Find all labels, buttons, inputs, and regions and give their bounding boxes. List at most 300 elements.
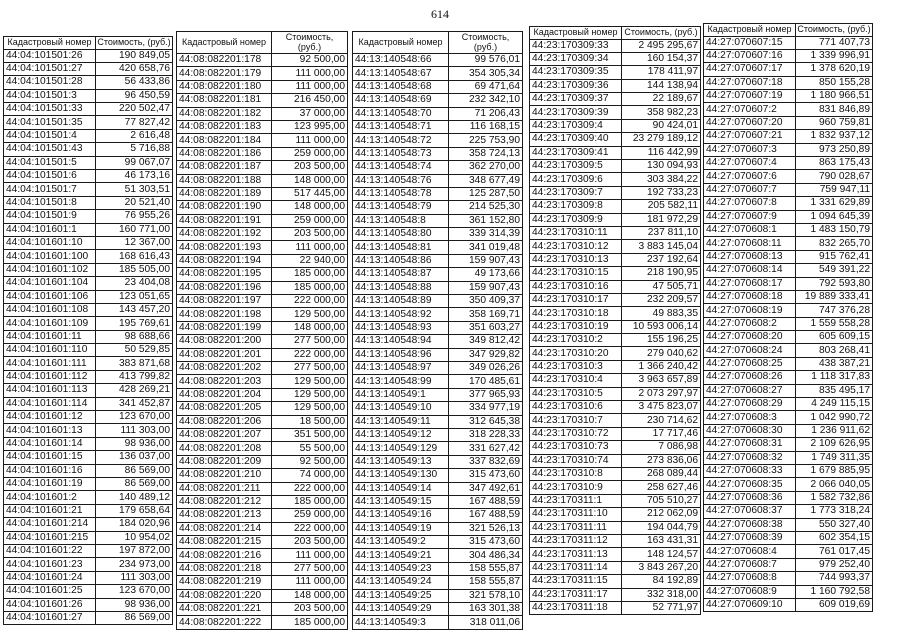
cadastral-number-cell: 44:04:101601:102 xyxy=(4,263,96,276)
cost-cell: 163 301,38 xyxy=(449,603,523,616)
table-row xyxy=(4,598,173,611)
cost-cell: 1 582 732,86 xyxy=(796,491,873,504)
cost-cell: 321 578,10 xyxy=(449,589,523,602)
cost-cell: 792 593,80 xyxy=(796,277,873,290)
cadastral-number-cell: 44:04:101601:113 xyxy=(4,384,96,397)
cost-cell: 361 152,80 xyxy=(449,214,523,227)
cadastral-number-cell: 44:27:070608:24 xyxy=(704,344,796,357)
table-row xyxy=(704,572,873,585)
table-row xyxy=(530,119,701,132)
cadastral-number-cell: 44:13:140549:2 xyxy=(353,536,449,549)
table-row xyxy=(530,360,701,373)
table-row xyxy=(704,103,873,116)
cadastral-number-cell: 44:04:101501:28 xyxy=(4,76,96,89)
table-row xyxy=(4,585,173,598)
cadastral-number-cell: 44:04:101601:114 xyxy=(4,397,96,410)
table-row xyxy=(704,264,873,277)
cadastral-number-cell: 44:13:140549:130 xyxy=(353,469,449,482)
cadastral-number-cell: 44:27:070608:35 xyxy=(704,478,796,491)
cost-cell: 170 485,61 xyxy=(449,375,523,388)
cadastral-number-cell: 44:23:170311:14 xyxy=(530,561,622,574)
cadastral-number-cell: 44:04:101601:10 xyxy=(4,236,96,249)
cost-cell: 111 000,00 xyxy=(272,80,348,93)
table-row xyxy=(177,321,348,334)
cost-cell: 1 773 318,24 xyxy=(796,505,873,518)
cost-cell: 90 424,01 xyxy=(622,119,701,132)
cadastral-number-cell: 44:04:101601:27 xyxy=(4,611,96,624)
table-row xyxy=(177,388,348,401)
table-row xyxy=(530,146,701,159)
cost-cell: 2 495 295,67 xyxy=(622,39,701,52)
cadastral-number-cell: 44:27:070608:36 xyxy=(704,491,796,504)
cadastral-number-cell: 44:04:101501:8 xyxy=(4,196,96,209)
cadastral-number-cell: 44:23:170309:40 xyxy=(530,133,622,146)
cost-cell: 358 169,71 xyxy=(449,308,523,321)
table-row xyxy=(530,481,701,494)
cost-cell: 23 279 189,12 xyxy=(622,133,701,146)
cadastral-number-cell: 44:27:070607:9 xyxy=(704,210,796,223)
cost-cell: 915 762,41 xyxy=(796,250,873,263)
table-row xyxy=(353,321,523,334)
cadastral-number-cell: 44:13:140548:68 xyxy=(353,80,449,93)
cadastral-number-cell: 44:13:140548:8 xyxy=(353,214,449,227)
table-row xyxy=(177,120,348,133)
cadastral-number-cell: 44:27:070608:33 xyxy=(704,465,796,478)
table-row xyxy=(4,277,173,290)
table-row xyxy=(704,598,873,611)
cost-cell: 312 645,38 xyxy=(449,415,523,428)
cost-cell: 197 872,00 xyxy=(96,544,173,557)
cost-cell: 1 042 990,72 xyxy=(796,411,873,424)
cadastral-number-cell: 44:13:140549:11 xyxy=(353,415,449,428)
cost-cell: 185 000,00 xyxy=(272,281,348,294)
cost-cell: 850 155,28 xyxy=(796,76,873,89)
table-row xyxy=(353,161,523,174)
cadastral-number-cell: 44:27:070608:19 xyxy=(704,304,796,317)
table-row xyxy=(353,281,523,294)
table-row xyxy=(4,344,173,357)
cadastral-number-cell: 44:04:101501:6 xyxy=(4,170,96,183)
table-row xyxy=(704,304,873,317)
table-row xyxy=(4,250,173,263)
header-cost: Стоимость, (руб.) xyxy=(449,32,523,54)
cost-cell: 19 889 333,41 xyxy=(796,290,873,303)
cadastral-number-cell: 44:08:082201:188 xyxy=(177,174,272,187)
table-row xyxy=(704,558,873,571)
cost-cell: 159 907,43 xyxy=(449,254,523,267)
table-row xyxy=(530,186,701,199)
cost-cell: 318 011,06 xyxy=(449,616,523,629)
cadastral-number-cell: 44:13:140549:25 xyxy=(353,589,449,602)
cost-cell: 203 500,00 xyxy=(272,161,348,174)
cost-cell: 111 000,00 xyxy=(272,576,348,589)
cadastral-number-cell: 44:08:082201:204 xyxy=(177,388,272,401)
cost-cell: 2 066 040,05 xyxy=(796,478,873,491)
table-row xyxy=(177,375,348,388)
table-header xyxy=(177,32,348,54)
table-row xyxy=(704,371,873,384)
cadastral-number-cell: 44:27:070607:16 xyxy=(704,49,796,62)
table-row xyxy=(177,254,348,267)
cadastral-number-cell: 44:04:101601:2 xyxy=(4,491,96,504)
cost-cell: 744 993,37 xyxy=(796,572,873,585)
cost-cell: 337 832,69 xyxy=(449,455,523,468)
cadastral-number-cell: 44:27:070608:37 xyxy=(704,505,796,518)
cost-cell: 349 026,26 xyxy=(449,361,523,374)
cadastral-number-cell: 44:27:070607:21 xyxy=(704,130,796,143)
cadastral-number-cell: 44:08:082201:187 xyxy=(177,161,272,174)
cadastral-number-cell: 44:13:140548:79 xyxy=(353,201,449,214)
table-row xyxy=(704,116,873,129)
cadastral-number-cell: 44:23:170311:11 xyxy=(530,521,622,534)
table-row xyxy=(177,94,348,107)
cost-cell: 230 714,62 xyxy=(622,414,701,427)
cadastral-number-cell: 44:23:170310:4 xyxy=(530,374,622,387)
table-row xyxy=(530,427,701,440)
cadastral-number-cell: 44:23:170310:11 xyxy=(530,226,622,239)
table-row xyxy=(704,170,873,183)
table-row xyxy=(4,491,173,504)
cost-cell: 362 270,00 xyxy=(449,161,523,174)
cost-table-5 xyxy=(703,23,873,612)
cost-cell: 2 616,48 xyxy=(96,129,173,142)
cost-cell: 136 037,00 xyxy=(96,451,173,464)
cadastral-number-cell: 44:08:082201:199 xyxy=(177,321,272,334)
cost-cell: 23 404,08 xyxy=(96,277,173,290)
cost-cell: 1 160 792,58 xyxy=(796,585,873,598)
table-row xyxy=(353,80,523,93)
cadastral-number-cell: 44:08:082201:198 xyxy=(177,308,272,321)
cadastral-number-cell: 44:08:082201:221 xyxy=(177,603,272,616)
table-row xyxy=(177,562,348,575)
cost-cell: 225 753,90 xyxy=(449,134,523,147)
cadastral-number-cell: 44:23:170309:9 xyxy=(530,213,622,226)
cost-cell: 1 236 911,62 xyxy=(796,424,873,437)
table-row xyxy=(353,201,523,214)
table-row xyxy=(177,522,348,535)
cost-cell: 259 000,00 xyxy=(272,509,348,522)
cadastral-number-cell: 44:04:101601:215 xyxy=(4,531,96,544)
table-row xyxy=(353,241,523,254)
cost-cell: 549 391,22 xyxy=(796,264,873,277)
cost-cell: 37 000,00 xyxy=(272,107,348,120)
cost-cell: 234 973,00 xyxy=(96,558,173,571)
table-row xyxy=(177,147,348,160)
cost-cell: 605 609,15 xyxy=(796,331,873,344)
cadastral-number-cell: 44:08:082201:196 xyxy=(177,281,272,294)
cadastral-number-cell: 44:13:140548:94 xyxy=(353,335,449,348)
cost-cell: 195 769,61 xyxy=(96,317,173,330)
cadastral-number-cell: 44:23:170309:7 xyxy=(530,186,622,199)
table-row xyxy=(530,106,701,119)
cadastral-number-cell: 44:23:170310:6 xyxy=(530,401,622,414)
table-row xyxy=(530,213,701,226)
table-row xyxy=(4,76,173,89)
table-row xyxy=(530,521,701,534)
cost-cell: 1 749 311,35 xyxy=(796,451,873,464)
table-row xyxy=(177,281,348,294)
cost-cell: 51 303,51 xyxy=(96,183,173,196)
cost-table-3 xyxy=(352,31,523,630)
cost-cell: 960 759,81 xyxy=(796,116,873,129)
table-row xyxy=(4,411,173,424)
cadastral-number-cell: 44:27:070608:32 xyxy=(704,451,796,464)
table-row xyxy=(704,478,873,491)
cost-cell: 185 000,00 xyxy=(272,495,348,508)
table-row xyxy=(4,384,173,397)
cost-cell: 1 832 937,12 xyxy=(796,130,873,143)
cadastral-number-cell: 44:23:170309:35 xyxy=(530,66,622,79)
table-row xyxy=(4,236,173,249)
cost-cell: 123 995,00 xyxy=(272,120,348,133)
cost-cell: 49 883,35 xyxy=(622,307,701,320)
cost-cell: 258 627,46 xyxy=(622,481,701,494)
cadastral-number-cell: 44:08:082201:215 xyxy=(177,536,272,549)
cost-cell: 167 488,59 xyxy=(449,509,523,522)
table-row xyxy=(353,54,523,67)
table-row xyxy=(4,611,173,624)
cadastral-number-cell: 44:27:070608:26 xyxy=(704,371,796,384)
cost-cell: 277 500,00 xyxy=(272,562,348,575)
cadastral-number-cell: 44:13:140549:3 xyxy=(353,616,449,629)
table-row xyxy=(704,130,873,143)
cost-cell: 761 017,45 xyxy=(796,545,873,558)
cost-cell: 92 500,00 xyxy=(272,455,348,468)
cost-cell: 55 500,00 xyxy=(272,442,348,455)
cost-cell: 10 954,02 xyxy=(96,531,173,544)
cost-cell: 86 569,00 xyxy=(96,478,173,491)
cost-cell: 602 354,15 xyxy=(796,531,873,544)
table-row xyxy=(530,454,701,467)
cadastral-number-cell: 44:08:082201:202 xyxy=(177,361,272,374)
cost-cell: 237 192,64 xyxy=(622,253,701,266)
cost-cell: 831 846,89 xyxy=(796,103,873,116)
table-row xyxy=(704,344,873,357)
cost-cell: 863 175,43 xyxy=(796,157,873,170)
table-header xyxy=(353,32,523,54)
cadastral-number-cell: 44:04:101601:108 xyxy=(4,303,96,316)
cost-cell: 185 505,00 xyxy=(96,263,173,276)
table-row xyxy=(177,361,348,374)
cadastral-number-cell: 44:23:170310:12 xyxy=(530,240,622,253)
cost-cell: 52 771,97 xyxy=(622,601,701,614)
cost-cell: 268 089,44 xyxy=(622,468,701,481)
cost-cell: 1 378 620,19 xyxy=(796,63,873,76)
cadastral-number-cell: 44:04:101601:22 xyxy=(4,544,96,557)
cost-cell: 222 000,00 xyxy=(272,295,348,308)
cadastral-number-cell: 44:13:140548:66 xyxy=(353,54,449,67)
cost-cell: 69 471,64 xyxy=(449,80,523,93)
table-header xyxy=(704,24,873,37)
header-cadastral-number: Кадастровый номер xyxy=(177,32,272,54)
cost-cell: 979 252,40 xyxy=(796,558,873,571)
cadastral-number-cell: 44:23:170311:10 xyxy=(530,508,622,521)
cadastral-number-cell: 44:13:140549:12 xyxy=(353,428,449,441)
table-row xyxy=(177,80,348,93)
cost-cell: 222 000,00 xyxy=(272,348,348,361)
cadastral-number-cell: 44:23:170310:7 xyxy=(530,414,622,427)
cost-cell: 148 000,00 xyxy=(272,321,348,334)
cadastral-number-cell: 44:04:101501:5 xyxy=(4,156,96,169)
table-row xyxy=(704,76,873,89)
table-row xyxy=(704,505,873,518)
cadastral-number-cell: 44:04:101601:214 xyxy=(4,518,96,531)
table-row xyxy=(704,451,873,464)
table-row xyxy=(353,495,523,508)
table-row xyxy=(704,63,873,76)
cost-cell: 438 387,21 xyxy=(796,357,873,370)
cadastral-number-cell: 44:13:140549:14 xyxy=(353,482,449,495)
cadastral-number-cell: 44:04:101501:35 xyxy=(4,116,96,129)
cost-cell: 123 670,00 xyxy=(96,411,173,424)
cost-cell: 222 000,00 xyxy=(272,522,348,535)
table-row xyxy=(177,616,348,629)
cost-cell: 321 526,13 xyxy=(449,522,523,535)
table-row xyxy=(530,79,701,92)
cadastral-number-cell: 44:08:082201:186 xyxy=(177,147,272,160)
cost-cell: 203 500,00 xyxy=(272,536,348,549)
table-row xyxy=(704,531,873,544)
cadastral-number-cell: 44:04:101601:16 xyxy=(4,464,96,477)
cadastral-number-cell: 44:08:082201:200 xyxy=(177,335,272,348)
table-row xyxy=(177,161,348,174)
cadastral-number-cell: 44:13:140548:70 xyxy=(353,107,449,120)
table-row xyxy=(353,482,523,495)
cadastral-number-cell: 44:04:101601:106 xyxy=(4,290,96,303)
cadastral-number-cell: 44:04:101501:27 xyxy=(4,62,96,75)
cadastral-number-cell: 44:13:140549:19 xyxy=(353,522,449,535)
cost-cell: 377 965,93 xyxy=(449,388,523,401)
table-row xyxy=(530,347,701,360)
table-row xyxy=(353,107,523,120)
table-row xyxy=(353,335,523,348)
cadastral-number-cell: 44:13:140549:21 xyxy=(353,549,449,562)
cost-cell: 84 192,89 xyxy=(622,575,701,588)
cadastral-number-cell: 44:08:082201:179 xyxy=(177,67,272,80)
cost-cell: 92 500,00 xyxy=(272,54,348,67)
table-row xyxy=(704,277,873,290)
cadastral-number-cell: 44:27:070608:18 xyxy=(704,290,796,303)
cost-cell: 351 603,27 xyxy=(449,321,523,334)
cost-cell: 168 616,43 xyxy=(96,250,173,263)
table-row xyxy=(4,397,173,410)
cost-cell: 1 559 558,28 xyxy=(796,317,873,330)
table-row xyxy=(353,268,523,281)
cadastral-number-cell: 44:04:101601:109 xyxy=(4,317,96,330)
table-row xyxy=(4,437,173,450)
cadastral-number-cell: 44:13:140548:67 xyxy=(353,67,449,80)
table-row xyxy=(177,335,348,348)
cost-cell: 349 812,42 xyxy=(449,335,523,348)
cost-cell: 232 342,10 xyxy=(449,94,523,107)
cost-cell: 77 827,42 xyxy=(96,116,173,129)
cadastral-number-cell: 44:08:082201:193 xyxy=(177,241,272,254)
cadastral-number-cell: 44:13:140549:23 xyxy=(353,562,449,575)
cadastral-number-cell: 44:27:070608:8 xyxy=(704,572,796,585)
cadastral-number-cell: 44:08:082201:208 xyxy=(177,442,272,455)
header-cost: Стоимость, (руб.) xyxy=(272,32,348,54)
table-row xyxy=(353,402,523,415)
cadastral-number-cell: 44:27:070607:15 xyxy=(704,36,796,49)
table-row xyxy=(530,548,701,561)
table-row xyxy=(704,585,873,598)
table-row xyxy=(4,531,173,544)
cost-table-1 xyxy=(3,36,173,625)
table-row xyxy=(4,49,173,62)
cost-cell: 159 907,43 xyxy=(449,281,523,294)
table-row xyxy=(177,107,348,120)
cadastral-number-cell: 44:27:070607:19 xyxy=(704,90,796,103)
cadastral-number-cell: 44:08:082201:214 xyxy=(177,522,272,535)
table-row xyxy=(530,414,701,427)
cadastral-number-cell: 44:08:082201:209 xyxy=(177,455,272,468)
cadastral-number-cell: 44:13:140549:1 xyxy=(353,388,449,401)
table-row xyxy=(704,250,873,263)
table-row xyxy=(4,156,173,169)
cadastral-number-cell: 44:04:101601:19 xyxy=(4,478,96,491)
table-row xyxy=(4,464,173,477)
cadastral-number-cell: 44:27:070607:8 xyxy=(704,197,796,210)
table-row xyxy=(704,210,873,223)
cost-cell: 303 384,22 xyxy=(622,173,701,186)
cadastral-number-cell: 44:27:070608:17 xyxy=(704,277,796,290)
cost-cell: 192 733,23 xyxy=(622,186,701,199)
table-row xyxy=(4,571,173,584)
cost-cell: 99 067,07 xyxy=(96,156,173,169)
table-row xyxy=(530,374,701,387)
cadastral-number-cell: 44:13:140548:80 xyxy=(353,228,449,241)
table-row xyxy=(353,589,523,602)
cost-cell: 185 000,00 xyxy=(272,616,348,629)
table-row xyxy=(353,509,523,522)
cost-cell: 348 677,49 xyxy=(449,174,523,187)
cadastral-number-cell: 44:13:140548:97 xyxy=(353,361,449,374)
table-row xyxy=(704,424,873,437)
table-row xyxy=(530,39,701,52)
cadastral-number-cell: 44:13:140549:129 xyxy=(353,442,449,455)
table-row xyxy=(530,320,701,333)
cost-cell: 203 500,00 xyxy=(272,228,348,241)
cadastral-number-cell: 44:13:140548:89 xyxy=(353,295,449,308)
cadastral-number-cell: 44:04:101601:15 xyxy=(4,451,96,464)
cost-cell: 111 000,00 xyxy=(272,134,348,147)
table-row xyxy=(353,603,523,616)
table-row xyxy=(530,441,701,454)
cost-cell: 17 717,46 xyxy=(622,427,701,440)
table-row xyxy=(353,147,523,160)
cadastral-number-cell: 44:13:140548:88 xyxy=(353,281,449,294)
cadastral-number-cell: 44:08:082201:216 xyxy=(177,549,272,562)
cadastral-number-cell: 44:08:082201:194 xyxy=(177,254,272,267)
cadastral-number-cell: 44:13:140548:86 xyxy=(353,254,449,267)
cost-cell: 790 028,67 xyxy=(796,170,873,183)
table-row xyxy=(4,183,173,196)
table-row xyxy=(530,401,701,414)
cost-cell: 22 189,67 xyxy=(622,93,701,106)
table-row xyxy=(353,361,523,374)
cost-cell: 1 679 885,95 xyxy=(796,465,873,478)
table-row xyxy=(177,174,348,187)
table-row xyxy=(530,468,701,481)
cost-cell: 148 000,00 xyxy=(272,174,348,187)
cadastral-number-cell: 44:27:070608:1 xyxy=(704,223,796,236)
cost-cell: 705 510,27 xyxy=(622,494,701,507)
cost-cell: 205 582,11 xyxy=(622,200,701,213)
cost-cell: 1 180 966,51 xyxy=(796,90,873,103)
cadastral-number-cell: 44:08:082201:220 xyxy=(177,589,272,602)
cost-cell: 163 431,31 xyxy=(622,534,701,547)
cadastral-number-cell: 44:23:170309:33 xyxy=(530,39,622,52)
